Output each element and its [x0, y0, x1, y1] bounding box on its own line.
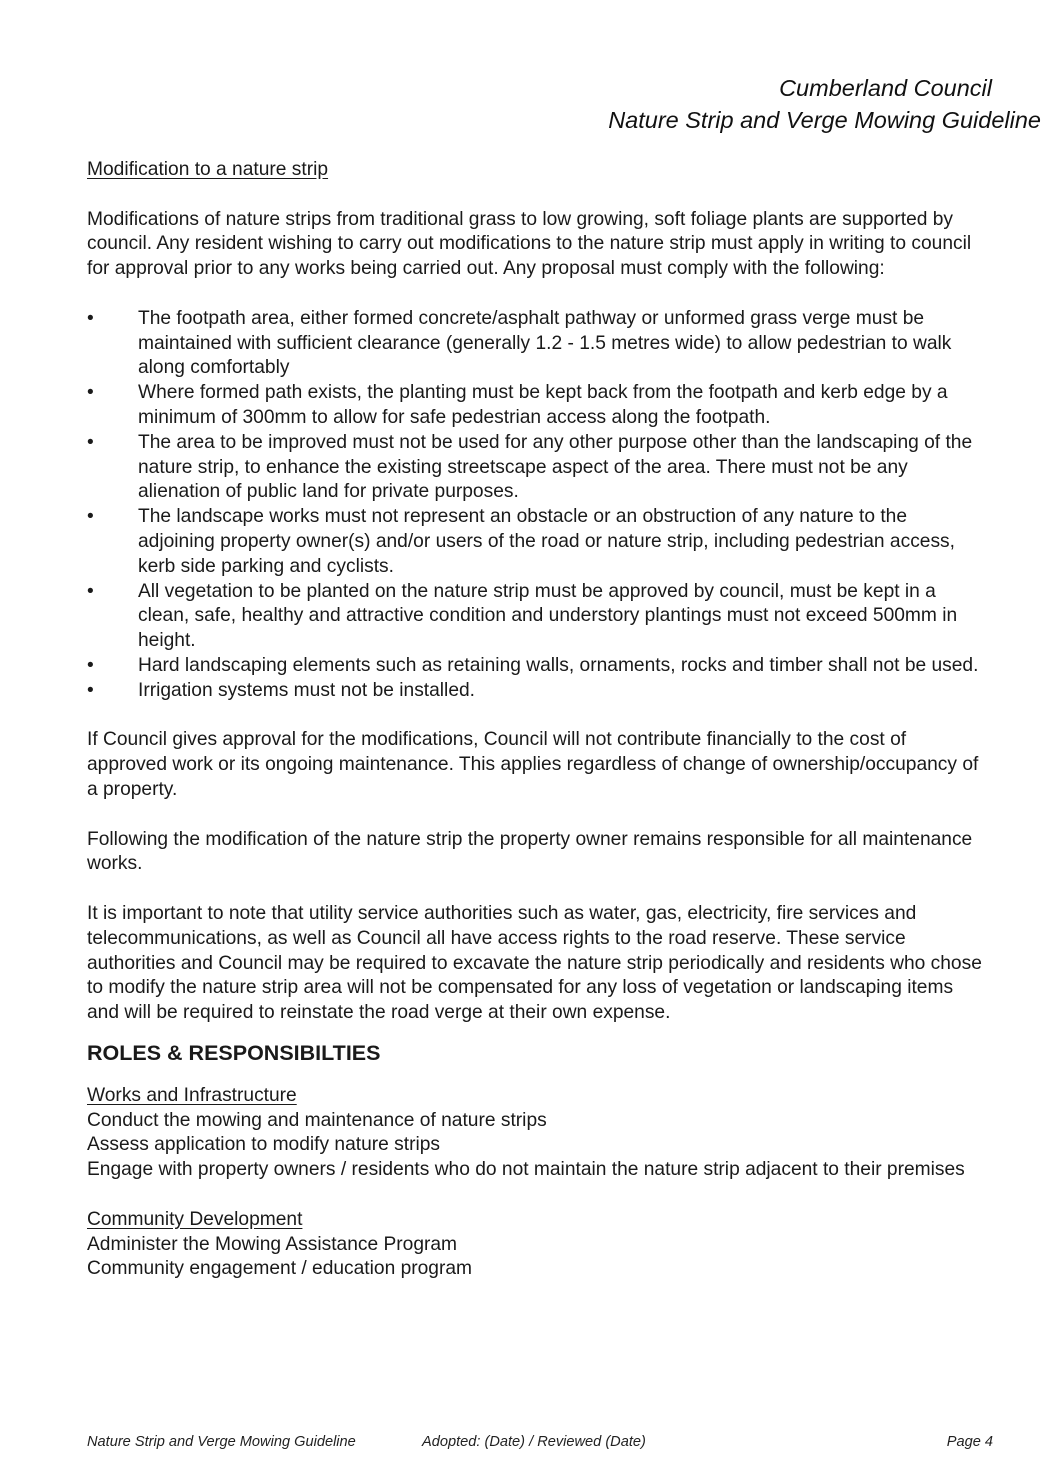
list-item-text: The footpath area, either formed concrete/asphalt pathway or unformed grass verge must be maintained with sufficient clearance (generally 1.2 - 1.5 metres wide) to allow pedestrian to walk along comfortably: [138, 307, 952, 379]
list-item-text: Where formed path exists, the planting must be kept back from the footpath and kerb edge by a minimum of 300mm to allow for safe pedestrian access along the footpath.: [138, 382, 948, 428]
works-role-item: Conduct the mowing and maintenance of nature strips: [87, 1109, 547, 1131]
list-item-text: Irrigation systems must not be installed.: [138, 679, 475, 701]
utility-access-paragraph: It is important to note that utility service authorities such as water, gas, electricity, fire services and telecommunications, as well as Council all have access rights to the road reserve. These service authorities and Council may be required to excavate the nature strip periodically and residents who chose to modify the nature strip area will not be compensated for any loss of vegetation or landscaping items and will be required to reinstate the road verge at their own expense.: [87, 902, 982, 1024]
page-header: [608, 72, 1041, 136]
list-item-text: The landscape works must not represent an obstacle or an obstruction of any nature to the adjoining property owner(s) and/or users of the road or nature strip, including pedestrian access, kerb side parking and cyclists.: [138, 506, 955, 577]
list-item: [87, 431, 987, 505]
footer-document-name: Nature Strip and Verge Mowing Guideline: [87, 1434, 356, 1450]
community-development-title: Community Development: [87, 1208, 303, 1230]
list-item: [87, 654, 987, 679]
works-role-item: Assess application to modify nature strips: [87, 1134, 441, 1156]
list-item-text: The area to be improved must not be used for any other purpose other than the landscaping of the nature strip, to enhance the existing streetscape aspect of the area. There must not be any alienation of public land for private purposes.: [138, 431, 973, 503]
bullet-glyph: •: [87, 654, 94, 676]
page-body: [87, 158, 987, 1282]
intro-paragraph: Modifications of nature strips from traditional grass to low growing, soft foliage plants are supported by council. Any resident wishing to carry out modifications to the nature strip must apply in writing to council for approval prior to any works being carried out. Any proposal must comply with the following:: [87, 208, 972, 280]
section-title-modification: Modification to a nature strip: [87, 159, 329, 180]
list-item: [87, 679, 987, 704]
bullet-glyph: •: [87, 431, 94, 453]
list-item: [87, 381, 987, 431]
works-role-item: Engage with property owners / residents who do not maintain the nature strip adjacent to their premises: [87, 1159, 965, 1181]
bullet-glyph: •: [87, 382, 94, 404]
requirements-list: [87, 307, 987, 704]
bullet-glyph: •: [87, 307, 94, 329]
list-item: [87, 307, 987, 381]
approval-paragraph: If Council gives approval for the modifications, Council will not contribute financially to the cost of approved work or its ongoing maintenance. This applies regardless of change of ownership/occupancy of a property.: [87, 729, 979, 800]
community-role-item: Community engagement / education program: [87, 1258, 473, 1280]
list-item-text: All vegetation to be planted on the nature strip must be approved by council, must be kept in a clean, safe, healthy and attractive condition and understory plantings must not exceed 500mm in height.: [138, 580, 958, 652]
bullet-glyph: •: [87, 580, 94, 602]
works-infrastructure-title: Works and Infrastructure: [87, 1084, 297, 1106]
roles-heading: ROLES & RESPONSIBILTIES: [87, 1040, 381, 1065]
bullet-glyph: •: [87, 506, 94, 528]
list-item-text: Hard landscaping elements such as retaining walls, ornaments, rocks and timber shall not be used.: [138, 654, 979, 676]
header-organisation: Cumberland Council: [779, 75, 992, 101]
footer-adopted-date: Adopted: (Date) / Reviewed (Date): [422, 1434, 646, 1450]
list-item: [87, 505, 987, 579]
community-role-item: Administer the Mowing Assistance Program: [87, 1233, 458, 1255]
footer-page-number: Page 4: [946, 1434, 993, 1450]
bullet-glyph: •: [87, 679, 94, 701]
header-document-title: Nature Strip and Verge Mowing Guideline: [608, 107, 1041, 133]
list-item: [87, 580, 987, 654]
maintenance-paragraph: Following the modification of the nature strip the property owner remains responsible for all maintenance works.: [87, 828, 973, 875]
